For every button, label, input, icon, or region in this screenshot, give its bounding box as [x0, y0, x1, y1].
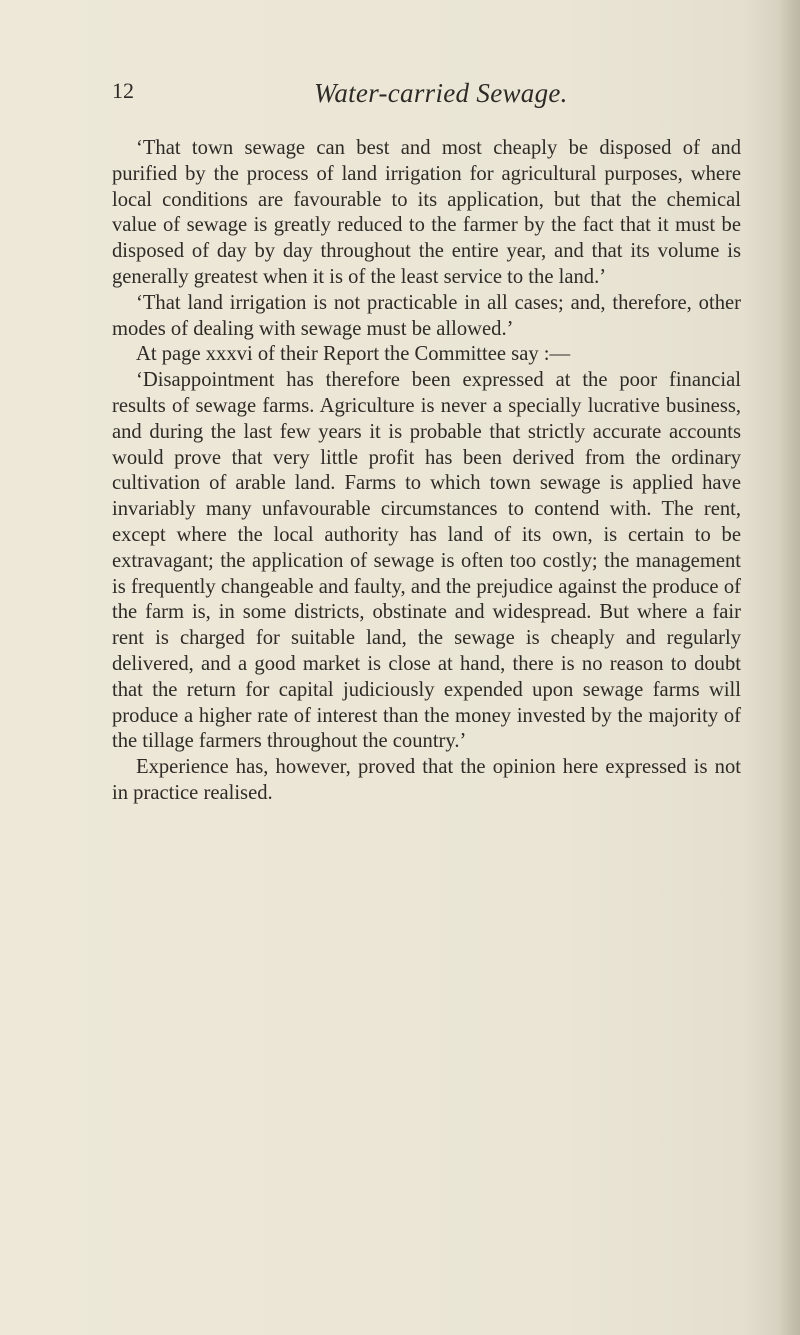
page-number: 12	[112, 78, 134, 103]
paragraph-4: ‘Disappointment has therefore been expressed at the poor financial results of sewage farms. Agriculture is never a specially lucrative business, and during the last few years it is probable that strictly accurate accounts would prove that very little profit has been derived from the ordinary cultivation of arable land. Farms to which town sewage is applied have invariably many unfavourable circumstances to contend with. The rent, except where the local authority has land of its own, is certain to be extravagant; the application of sewage is often too costly; the management is frequently changeable and faulty, and the prejudice against the produce of the farm is, in some districts, obstinate and widespread. But where a fair rent is charged for suitable land, the sewage is cheaply and regularly delivered, and a good market is close at hand, there is no reason to doubt that the return for capital judiciously expended upon sewage farms will produce a higher rate of interest than the money invested by the majority of the tillage farmers throughout the country.’	[112, 369, 741, 753]
page-edge-shadow	[778, 0, 800, 1335]
paragraph-5: Experience has, however, proved that the opinion here expressed is not in practice realised.	[112, 756, 741, 804]
paragraph-3: At page xxxvi of their Report the Committee say :—	[136, 343, 571, 366]
body-text	[112, 136, 741, 807]
running-title: Water-carried Sewage.	[314, 78, 568, 108]
page-header	[112, 78, 752, 118]
paragraph-1: ‘That town sewage can best and most cheaply be disposed of and purified by the process of land irrigation for agricultural purposes, where local conditions are favourable to its application, but that the chemical value of sewage is greatly reduced to the farmer by the fact that it must be disposed of day by day throughout the entire year, and that its volume is generally greatest when it is of the least service to the land.’	[112, 137, 741, 288]
paragraph-2: ‘That land irrigation is not practicable in all cases; and, therefore, other modes of dealing with sewage must be allowed.’	[112, 291, 741, 340]
